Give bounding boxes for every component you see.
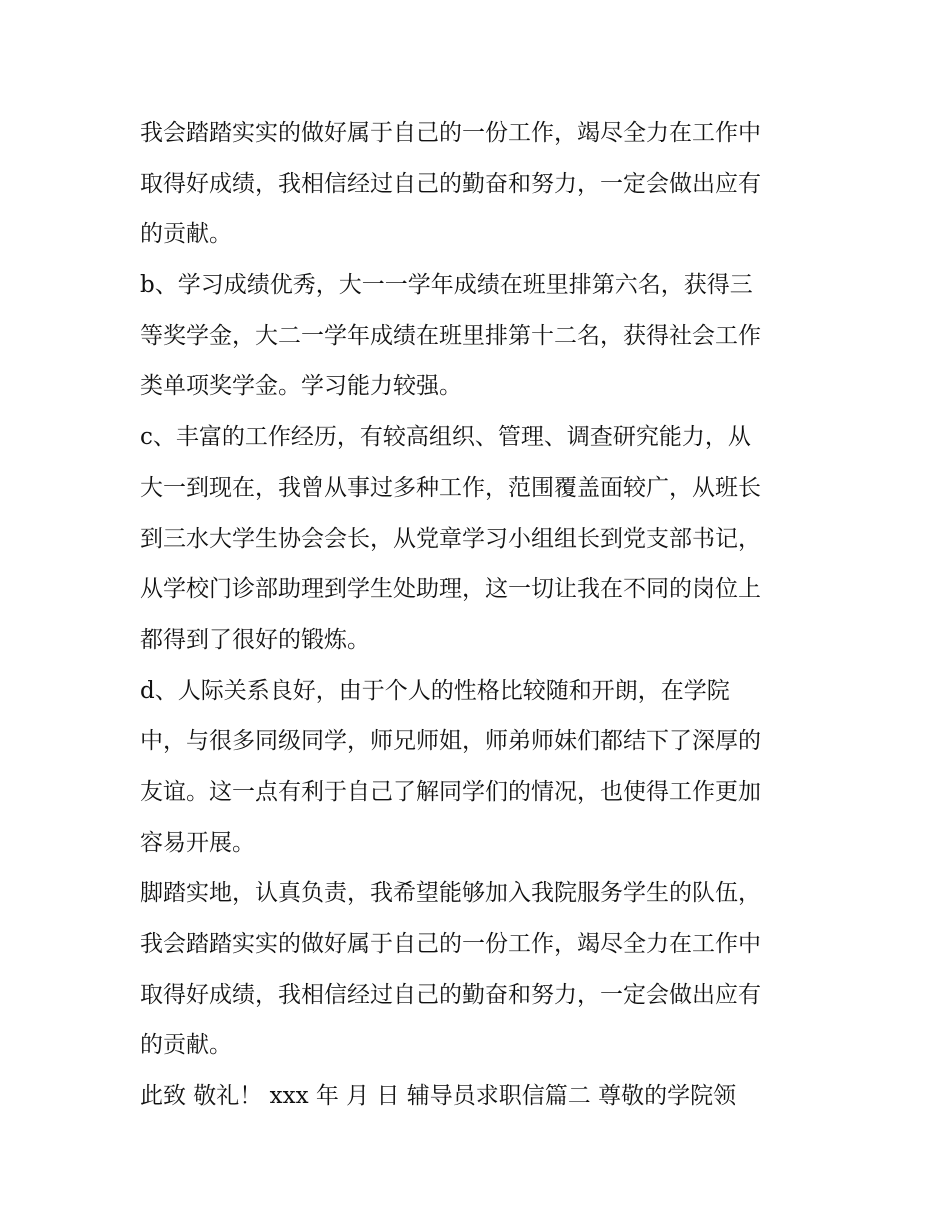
text-line: 的贡献。 bbox=[140, 1032, 232, 1059]
text-line: 类单项奖学金。学习能力较强。 bbox=[140, 373, 462, 400]
text-line: 的贡献。 bbox=[140, 221, 232, 248]
text-line: 从学校门诊部助理到学生处助理，这一切让我在不同的岗位上 bbox=[140, 576, 761, 603]
text-line: 容易开展。 bbox=[140, 829, 255, 856]
text-line: 取得好成绩，我相信经过自己的勤奋和努力，一定会做出应有 bbox=[140, 981, 761, 1008]
text-line: 脚踏实地，认真负责，我希望能够加入我院服务学生的队伍， bbox=[140, 880, 761, 907]
text-line: 到三水大学生协会会长，从党章学习小组组长到党支部书记， bbox=[140, 525, 761, 552]
text-line: 都得到了很好的锻炼。 bbox=[140, 626, 370, 653]
text-line: 我会踏踏实实的做好属于自己的一份工作，竭尽全力在工作中 bbox=[140, 931, 761, 957]
document-body bbox=[140, 108, 830, 1122]
text-line: 我会踏踏实实的做好属于自己的一份工作，竭尽全力在工作中 bbox=[140, 120, 761, 146]
text-line: b、学习成绩优秀，大一一学年成绩在班里排第六名，获得三 bbox=[140, 272, 753, 299]
text-line: 友谊。这一点有利于自己了解同学们的情况，也使得工作更加 bbox=[140, 778, 761, 805]
text-line: c、丰富的工作经历，有较高组织、管理、调查研究能力，从 bbox=[140, 424, 751, 451]
text-line: 此致 敬礼！ xxx 年 月 日 辅导员求职信篇二 尊敬的学院领 bbox=[140, 1083, 737, 1110]
text-line: 中，与很多同级同学，师兄师姐，师弟师妹们都结下了深厚的 bbox=[140, 728, 761, 755]
text-line: d、人际关系良好，由于个人的性格比较随和开朗，在学院 bbox=[140, 677, 730, 704]
text-line: 等奖学金，大二一学年成绩在班里排第十二名，获得社会工作 bbox=[140, 322, 761, 349]
text-line: 取得好成绩，我相信经过自己的勤奋和努力，一定会做出应有 bbox=[140, 170, 761, 197]
text-line: 大一到现在，我曾从事过多种工作，范围覆盖面较广，从班长 bbox=[140, 474, 761, 501]
